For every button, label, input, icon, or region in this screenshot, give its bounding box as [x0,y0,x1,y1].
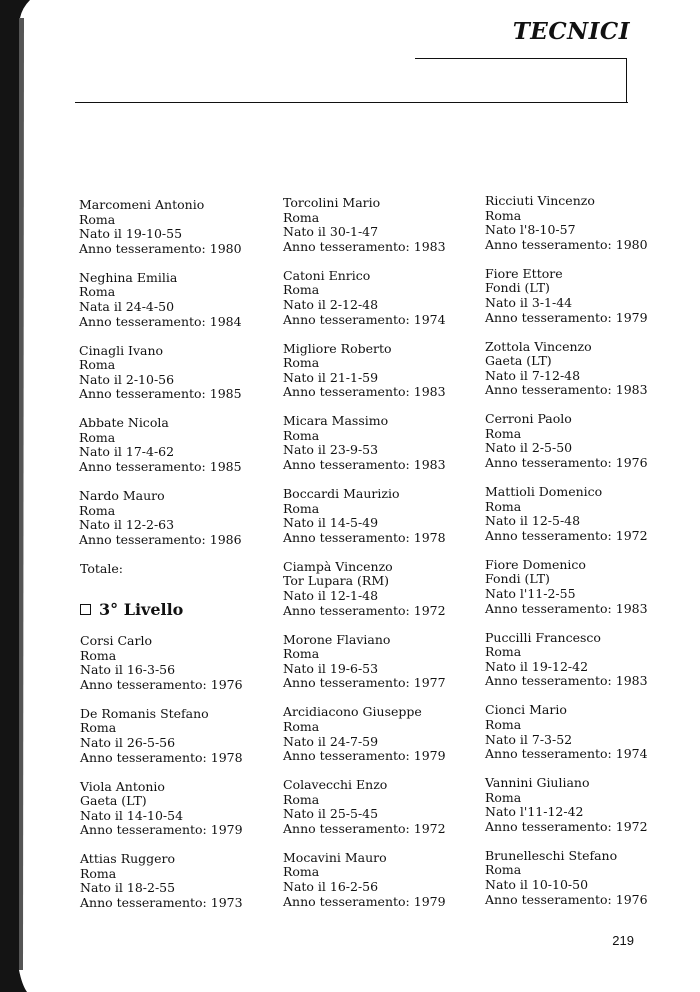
entry-name: Marcomeni Antonio [79,197,205,212]
entry-year: Anno tesseramento: 1972 [485,527,648,543]
entry-name: Torcolini Mario [283,195,381,210]
technician-entry [485,485,685,543]
technician-entry [485,267,685,325]
entry-year: Anno tesseramento: 1983 [485,382,648,398]
technician-entry [79,489,279,547]
entry-born: Nato il 14-10-54 [80,807,184,823]
column-3 [485,194,685,922]
technician-entry [79,416,279,474]
entry-born: Nato il 21-1-59 [283,369,379,385]
entry-name: Mocavini Mauro [283,849,387,865]
entry-place: Roma [80,647,117,663]
technician-entry [485,703,685,761]
entry-born: Nato l'8-10-57 [485,222,576,238]
technician-entry [485,631,685,689]
entry-name: De Romanis Stefano [80,705,209,721]
technician-entry [485,558,685,616]
entry-born: Nato il 23-9-53 [283,442,379,458]
entry-born: Nato il 30-1-47 [283,224,379,240]
technician-entry [283,851,483,909]
entry-year: Anno tesseramento: 1986 [79,531,242,547]
entry-place: Roma [80,865,117,881]
entry-name: Viola Antonio [80,778,165,794]
page-title: TECNICI [512,18,630,45]
technician-entry [283,196,483,254]
entry-year: Anno tesseramento: 1979 [80,822,243,838]
entry-name: Ricciuti Vincenzo [485,193,595,208]
entry-year: Anno tesseramento: 1980 [79,240,242,256]
entry-place: Roma [485,789,522,805]
entry-born: Nato il 16-3-56 [80,662,176,678]
technician-entry [283,778,483,836]
entry-place: Roma [485,644,522,660]
entry-year: Anno tesseramento: 1983 [283,457,446,473]
entry-place: Roma [485,862,522,878]
entry-born: Nato l'11-12-42 [485,804,584,820]
entry-born: Nato il 7-12-48 [485,367,581,383]
entry-place: Roma [79,357,116,373]
entry-year: Anno tesseramento: 1974 [485,746,648,762]
entry-born: Nato il 26-5-56 [80,734,176,750]
technician-entry [485,340,685,398]
entry-place: Gaeta (LT) [485,353,552,369]
entry-name: Arcidiacono Giuseppe [283,704,422,720]
entry-born: Nato il 17-4-62 [79,444,175,460]
entry-place: Roma [283,864,320,880]
column-1 [79,198,279,562]
entry-born: Nato il 24-7-59 [283,733,379,749]
entry-place: Fondi (LT) [485,571,550,587]
entry-place: Roma [79,502,116,518]
entry-born: Nato il 12-1-48 [283,588,379,604]
technician-entry [80,634,280,692]
entry-born: Nato il 16-2-56 [283,879,379,895]
entry-born: Nato il 2-10-56 [79,371,175,387]
entry-name: Colavecchi Enzo [283,777,388,793]
header-rule [75,102,628,103]
book-binding-shadow [0,0,40,992]
entry-name: Attias Ruggero [80,851,176,867]
checkbox-square-icon [80,604,91,615]
technician-entry [79,271,279,329]
entry-born: Nato il 7-3-52 [485,731,573,747]
entry-place: Roma [283,427,320,443]
technician-entry [80,852,280,910]
entry-year: Anno tesseramento: 1974 [283,311,446,327]
entry-year: Anno tesseramento: 1976 [485,455,648,471]
entry-place: Gaeta (LT) [80,793,147,809]
entry-year: Anno tesseramento: 1977 [283,675,446,691]
entry-name: Puccilli Francesco [485,629,601,645]
entry-year: Anno tesseramento: 1973 [80,895,243,911]
entry-name: Vannini Giuliano [485,775,590,791]
entry-name: Morone Flaviano [283,631,391,647]
entry-place: Roma [283,355,320,371]
technician-entry [283,487,483,545]
entry-year: Anno tesseramento: 1972 [485,818,648,834]
technician-entry [283,560,483,618]
entry-name: Migliore Roberto [283,340,392,356]
entry-year: Anno tesseramento: 1980 [485,236,648,252]
entry-name: Fiore Domenico [485,556,586,572]
entry-place: Roma [283,646,320,662]
entry-name: Zottola Vincenzo [485,338,592,354]
entry-place: Roma [485,498,522,514]
entry-born: Nato il 14-5-49 [283,515,379,531]
section-heading [80,600,183,619]
entry-place: Roma [283,500,320,516]
entry-born: Nato il 12-5-48 [485,513,581,529]
entry-name: Cinagli Ivano [79,342,164,358]
technician-entry [283,705,483,763]
entry-name: Fiore Ettore [485,265,563,281]
entry-born: Nata il 24-4-50 [79,298,175,314]
entry-year: Anno tesseramento: 1985 [79,459,242,475]
entry-year: Anno tesseramento: 1979 [485,309,648,325]
entry-place: Roma [485,425,522,441]
entry-name: Corsi Carlo [80,633,152,648]
entry-year: Anno tesseramento: 1979 [283,748,446,764]
technician-entry [79,198,279,256]
entry-born: Nato il 10-10-50 [485,877,589,893]
entry-name: Micara Massimo [283,413,389,429]
entry-born: Nato il 25-5-45 [283,806,379,822]
technician-entry [485,412,685,470]
entry-born: Nato il 2-5-50 [485,440,573,456]
entry-place: Roma [485,207,522,223]
entry-place: Tor Lupara (RM) [283,573,390,589]
entry-year: Anno tesseramento: 1983 [485,673,648,689]
entry-place: Roma [283,718,320,734]
entry-place: Roma [283,282,320,298]
entry-born: Nato il 2-12-48 [283,296,379,312]
entry-year: Anno tesseramento: 1984 [79,313,242,329]
entry-name: Cionci Mario [485,702,567,718]
entry-place: Fondi (LT) [485,280,550,296]
entry-year: Anno tesseramento: 1979 [283,893,446,909]
entry-born: Nato il 3-1-44 [485,294,573,310]
entry-year: Anno tesseramento: 1985 [79,386,242,402]
entry-name: Brunelleschi Stefano [485,847,618,863]
technician-entry [80,780,280,838]
entry-year: Anno tesseramento: 1976 [80,676,243,692]
entry-name: Ciampà Vincenzo [283,558,393,574]
entry-year: Anno tesseramento: 1978 [283,529,446,545]
header-box-decoration [415,58,627,102]
technician-entry [283,269,483,327]
entry-year: Anno tesseramento: 1983 [283,384,446,400]
column-1-level3 [80,634,280,925]
entry-born: Nato l'11-2-55 [485,586,576,602]
entry-year: Anno tesseramento: 1972 [283,602,446,618]
entry-place: Roma [79,429,116,445]
entry-year: Anno tesseramento: 1978 [80,749,243,765]
entry-name: Neghina Emilia [79,269,178,285]
entry-place: Roma [283,209,320,225]
column-2 [283,196,483,924]
entry-year: Anno tesseramento: 1983 [485,600,648,616]
entry-born: Nato il 18-2-55 [80,880,176,896]
entry-place: Roma [80,720,117,736]
entry-name: Nardo Mauro [79,488,165,504]
entry-born: Nato il 12-2-63 [79,517,175,533]
entry-born: Nato il 19-6-53 [283,660,379,676]
entry-name: Mattioli Domenico [485,484,603,500]
section-title: 3° Livello [99,600,184,619]
entry-name: Cerroni Paolo [485,411,572,427]
technician-entry [283,342,483,400]
entry-place: Roma [79,284,116,300]
technician-entry [485,194,685,252]
entry-year: Anno tesseramento: 1976 [485,891,648,907]
entry-place: Roma [485,716,522,732]
entry-born: Nato il 19-12-42 [485,658,589,674]
entry-year: Anno tesseramento: 1972 [283,820,446,836]
technician-entry [283,414,483,472]
totale-label: Totale: [80,561,123,576]
entry-born: Nato il 19-10-55 [79,226,183,242]
technician-entry [283,633,483,691]
entry-place: Roma [283,791,320,807]
entry-name: Boccardi Maurizio [283,486,400,502]
technician-entry [79,344,279,402]
technician-entry [80,707,280,765]
technician-entry [485,849,685,907]
technician-entry [485,776,685,834]
entry-place: Roma [79,211,116,227]
entry-year: Anno tesseramento: 1983 [283,238,446,254]
page-number: 219 [612,933,634,948]
entry-name: Catoni Enrico [283,267,371,283]
entry-name: Abbate Nicola [79,415,169,431]
